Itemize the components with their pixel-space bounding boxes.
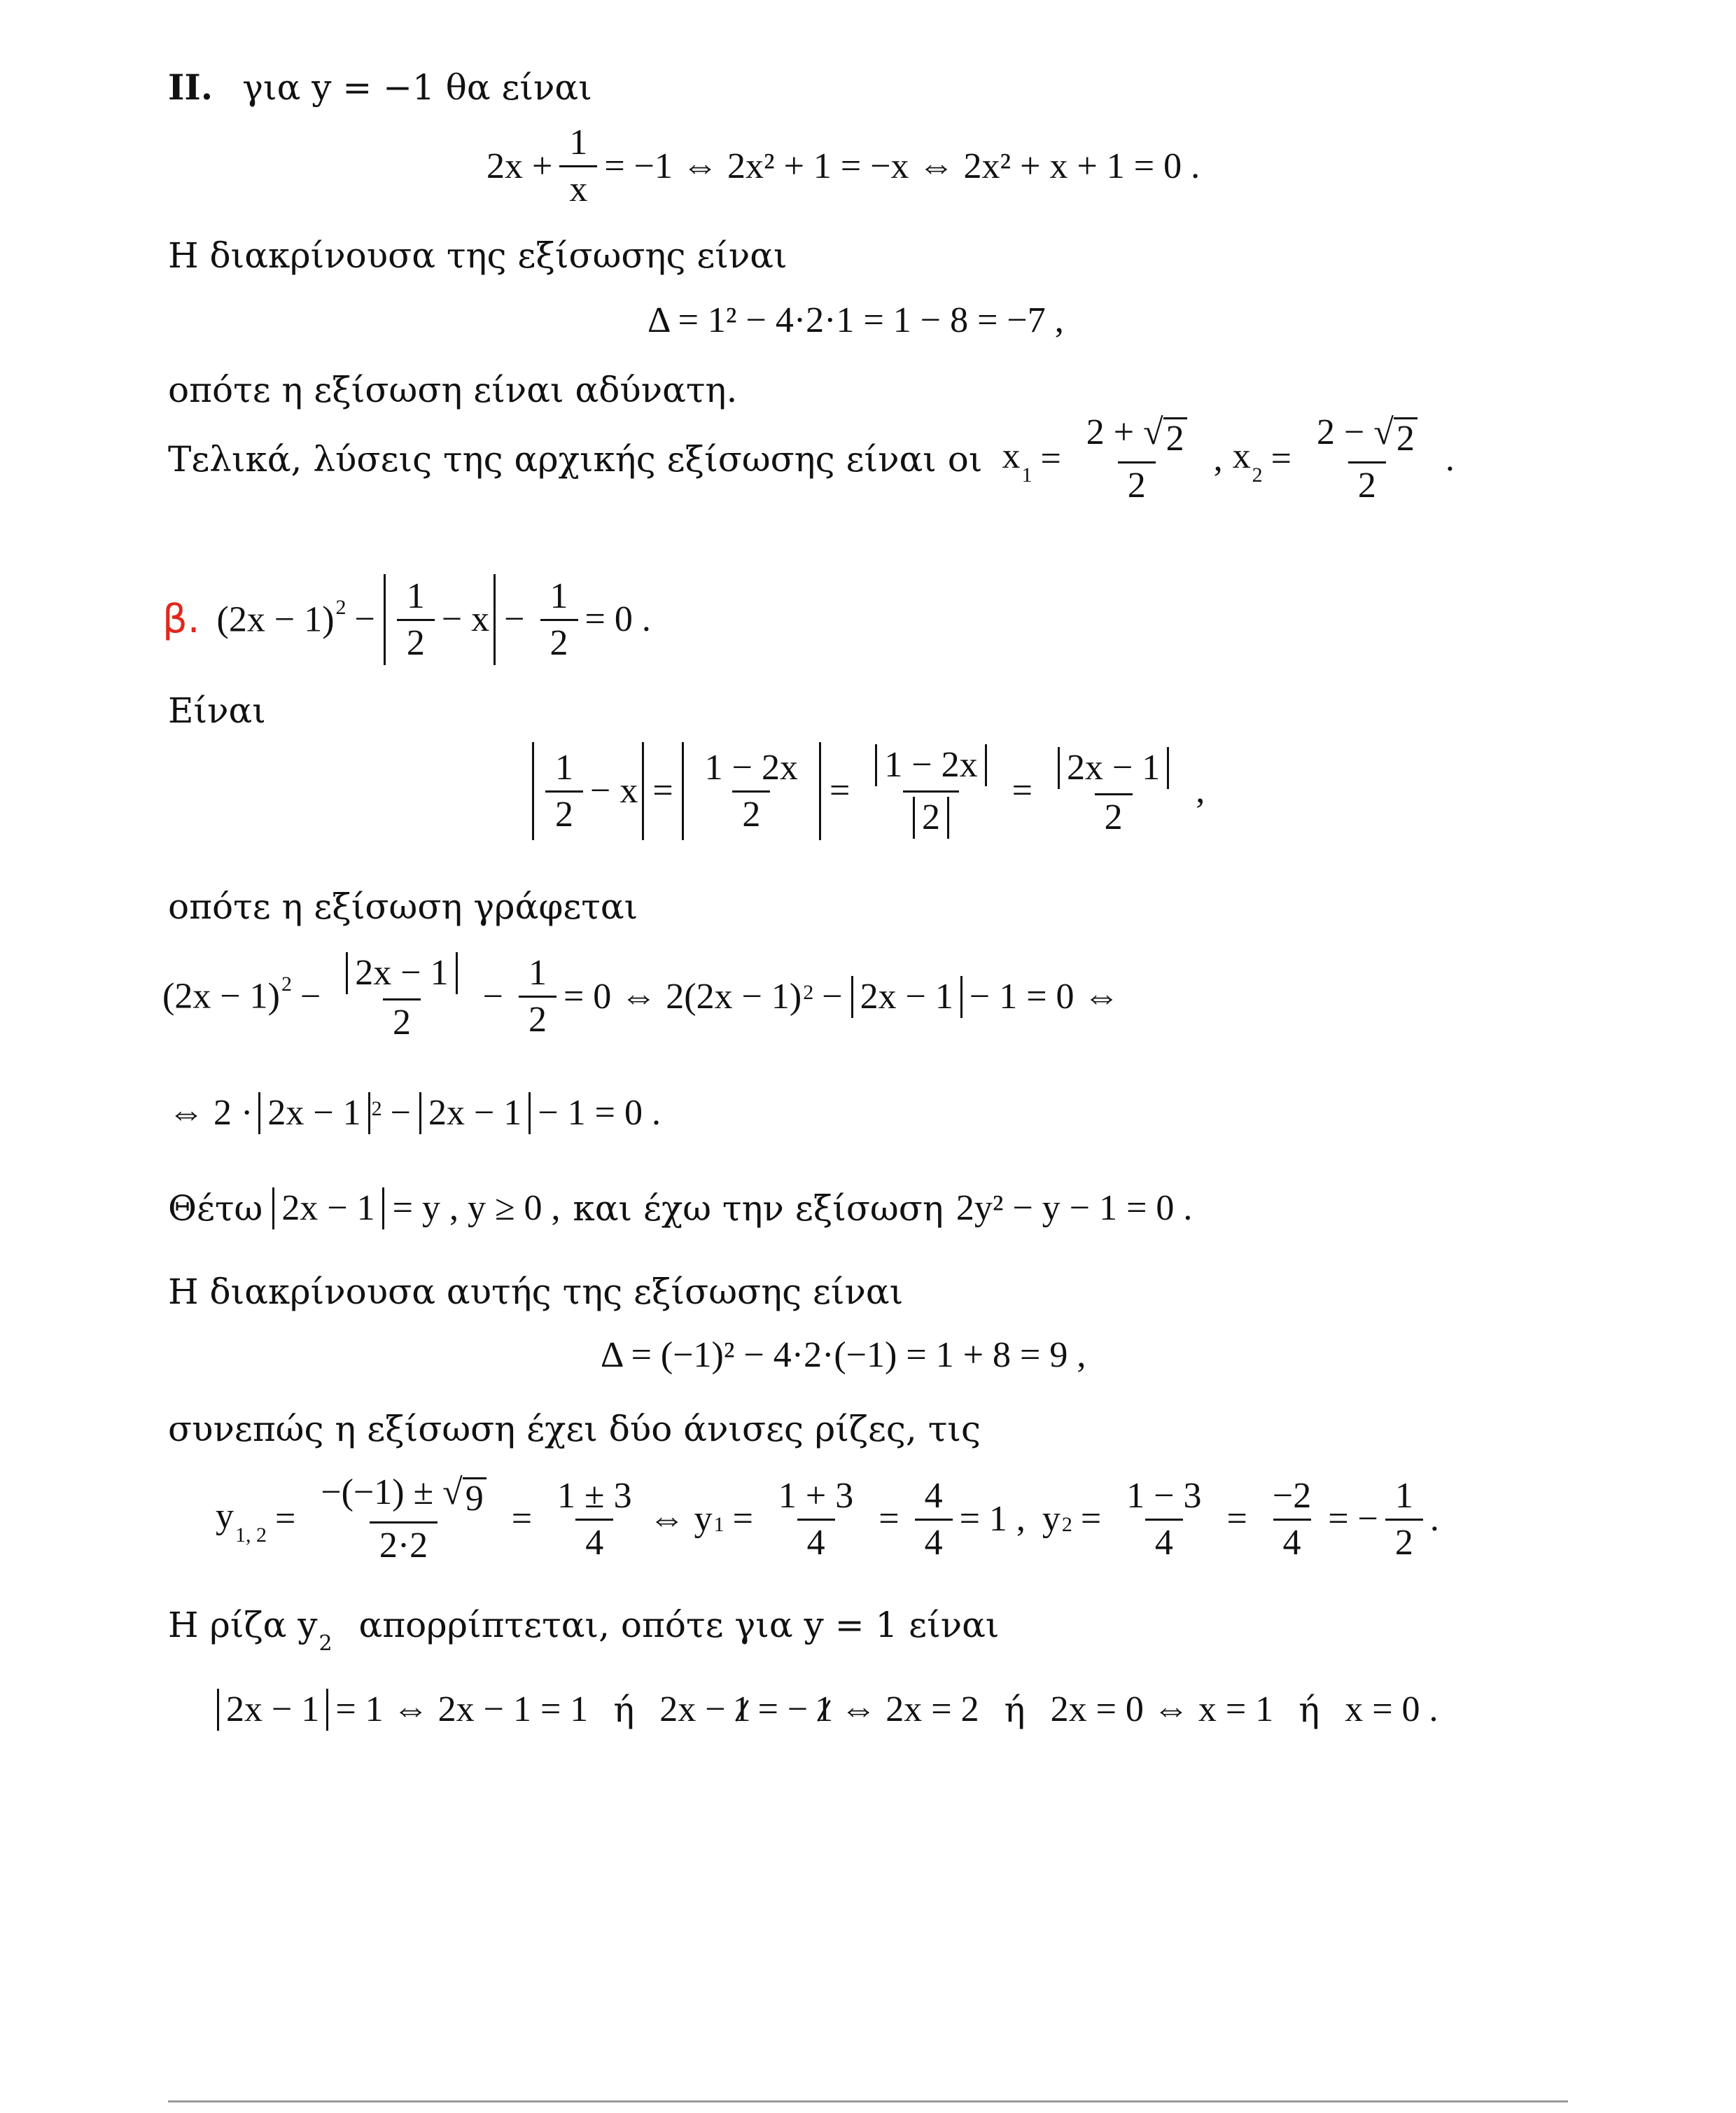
paragraph-einai: Είναι [168, 690, 266, 731]
paragraph-discriminant-1: Η διακρίνουσα της εξίσωσης είναι [168, 235, 788, 276]
sqrt-symbol: √ 2 [1373, 414, 1418, 457]
equation-2: Δ = 1² − 4·2·1 = 1 − 8 = −7 , [648, 300, 1064, 340]
page-divider [168, 2100, 1568, 2102]
equation-7: $y_{1, 2}$ = −(−1) ± √ 9 2·2 = $\frac{1 \pm 3}{4}$ ⇔ y 1 = $\frac{1 + 3}{4}$ = $\frac{4}{4}$ = 1 , y 2 = $\frac{1 - 3}{4}$ = $\frac{-2}{4}$ = − $\frac{1}{2}$ . [216, 1472, 1439, 1565]
section-heading-ii [168, 67, 592, 108]
sqrt-symbol: √ 2 [1143, 414, 1187, 457]
paragraph-two-roots: συνεπώς η εξίσωση έχει δύο άνισες ρίζες, τις [168, 1409, 981, 1449]
cancelled-term: 1 [732, 1689, 751, 1729]
paragraph-discriminant-2: Η διακρίνουσα αυτής της εξίσωσης είναι [168, 1271, 904, 1312]
final-solutions: Τελικά, λύσεις της αρχικής εξίσωσης είναι οι $x_1$ = 2 + √ 2 2 , $x_2$ = 2 − √ 2 2 . [168, 412, 1455, 505]
paragraph-reject-root: Η ρίζα $y_2$ απορρίπτεται, οπότε για y = 1 είναι [168, 1605, 1000, 1656]
part-label-beta: β. [162, 597, 200, 642]
equation-6: Δ = (−1)² − 4·2·(−1) = 1 + 8 = 9 , [601, 1335, 1086, 1375]
eq1-fraction: $\frac{1}{x}$ [559, 125, 597, 208]
equation-4: $(2x - 1)^2$ − $\frac{2x - 1}{2}$ − $\frac{1}{2}$ = 0 ⇔ 2(2x − 1) 2 − 2x − 1 − 1 = 0 ⇔ [162, 953, 1120, 1042]
paragraph-written-as: οπότε η εξίσωση γράφεται [168, 886, 638, 927]
cancelled-term: 1 [815, 1689, 834, 1729]
x1-fraction: 2 + √ 2 2 [1077, 414, 1197, 504]
equation-5: ⇔ 2 · 2x − 1 2 − 2x − 1 − 1 = 0 . [168, 1093, 661, 1133]
paragraph-impossible: οπότε η εξίσωση είναι αδύνατη. [168, 370, 738, 410]
part-beta-equation: β. $(2x - 1)^2$ − $\frac{1}{2}$ − x − $\frac{1}{2}$ = 0 . [162, 574, 651, 665]
section-label: ΙΙ. [168, 67, 214, 108]
eq1-rest: = −1 ⇔ 2x² + 1 = −x ⇔ 2x² + x + 1 = 0 . [604, 146, 1200, 186]
eq1-lhs: 2x + [486, 146, 553, 186]
absolute-value: $\frac{1}{2}$ − x [384, 574, 496, 665]
final-lead: Τελικά, λύσεις της αρχικής εξίσωσης είναι οι [168, 439, 983, 480]
section-intro: για y = −1 θα είναι [242, 67, 592, 108]
equation-3: $\frac{1}{2}$ − x = $\frac{1 - 2x}{2}$ = $\frac{1 - 2x}{2}$ = $\frac{2x - 1}{2}$ , [532, 742, 1205, 840]
sqrt-symbol: √ 9 [442, 1474, 486, 1517]
equation-8: 2x − 1 = 1 ⇔ 2x − 1 = 1 ή 2x − 1 = − 1 ⇔ 2x = 2 ή 2x = 0 ⇔ x = 1 ή x = 0 . [217, 1689, 1438, 1731]
paragraph-substitution: Θέτω 2x − 1 = y , y ≥ 0 , και έχω την εξίσωση 2y² − y − 1 = 0 . [168, 1188, 1193, 1229]
equation-1 [486, 125, 1200, 208]
x2-fraction: 2 − √ 2 2 [1307, 414, 1427, 504]
